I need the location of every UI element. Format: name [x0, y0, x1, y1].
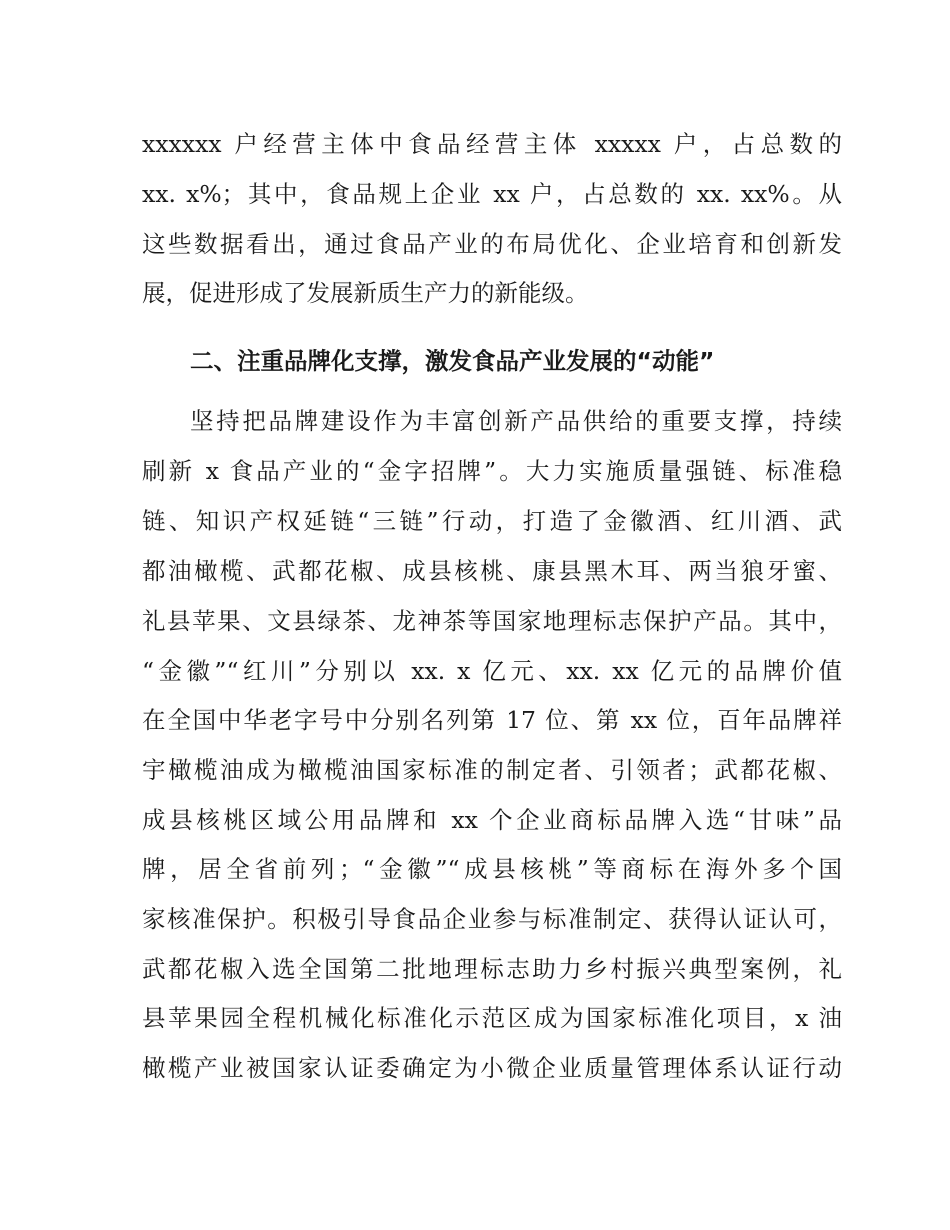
paragraph-2-line-11: 家核准保护。积极引导食品企业参与标准制定、获得认证认可， — [142, 905, 842, 933]
paragraph-2-line-9: 成县核桃区域公用品牌和 xx 个企业商标品牌入选“甘味”品 — [142, 806, 842, 834]
paragraph-1-line-4: 展，促进形成了发展新质生产力的新能级。 — [142, 279, 589, 307]
section-heading: 二、注重品牌化支撑，激发食品产业发展的“动能” — [190, 347, 715, 375]
paragraph-2-line-1: 坚持把品牌建设作为丰富创新产品供给的重要支撑，持续 — [190, 407, 842, 435]
paragraph-2-line-13: 县苹果园全程机械化标准化示范区成为国家标准化项目，x 油 — [142, 1004, 842, 1032]
paragraph-2-line-6: “金徽”“红川”分别以 xx. x 亿元、xx. xx 亿元的品牌价值 — [142, 657, 842, 685]
paragraph-2-line-14: 橄榄产业被国家认证委确定为小微企业质量管理体系认证行动 — [142, 1054, 842, 1082]
paragraph-2-line-2: 刷新 x 食品产业的“金字招牌”。大力实施质量强链、标准稳 — [142, 457, 842, 485]
paragraph-1-line-3: 这些数据看出，通过食品产业的布局优化、企业培育和创新发 — [142, 230, 842, 258]
paragraph-1-line-1: xxxxxx 户经营主体中食品经营主体 xxxxx 户，占总数的 — [142, 130, 842, 158]
paragraph-2-line-10: 牌，居全省前列；“金徽”“成县核桃”等商标在海外多个国 — [142, 855, 842, 883]
paragraph-2-line-5: 礼县苹果、文县绿茶、龙神茶等国家地理标志保护产品。其中， — [142, 607, 842, 635]
paragraph-2-line-8: 宇橄榄油成为橄榄油国家标准的制定者、引领者；武都花椒、 — [142, 756, 842, 784]
paragraph-2-line-3: 链、知识产权延链“三链”行动，打造了金徽酒、红川酒、武 — [142, 507, 842, 535]
paragraph-1-line-2: xx. x%；其中，食品规上企业 xx 户，占总数的 xx. xx%。从 — [142, 180, 842, 208]
paragraph-2-line-4: 都油橄榄、武都花椒、成县核桃、康县黑木耳、两当狼牙蜜、 — [142, 557, 842, 585]
paragraph-2-line-7: 在全国中华老字号中分别名列第 17 位、第 xx 位，百年品牌祥 — [142, 706, 842, 734]
paragraph-2-line-12: 武都花椒入选全国第二批地理标志助力乡村振兴典型案例，礼 — [142, 955, 842, 983]
